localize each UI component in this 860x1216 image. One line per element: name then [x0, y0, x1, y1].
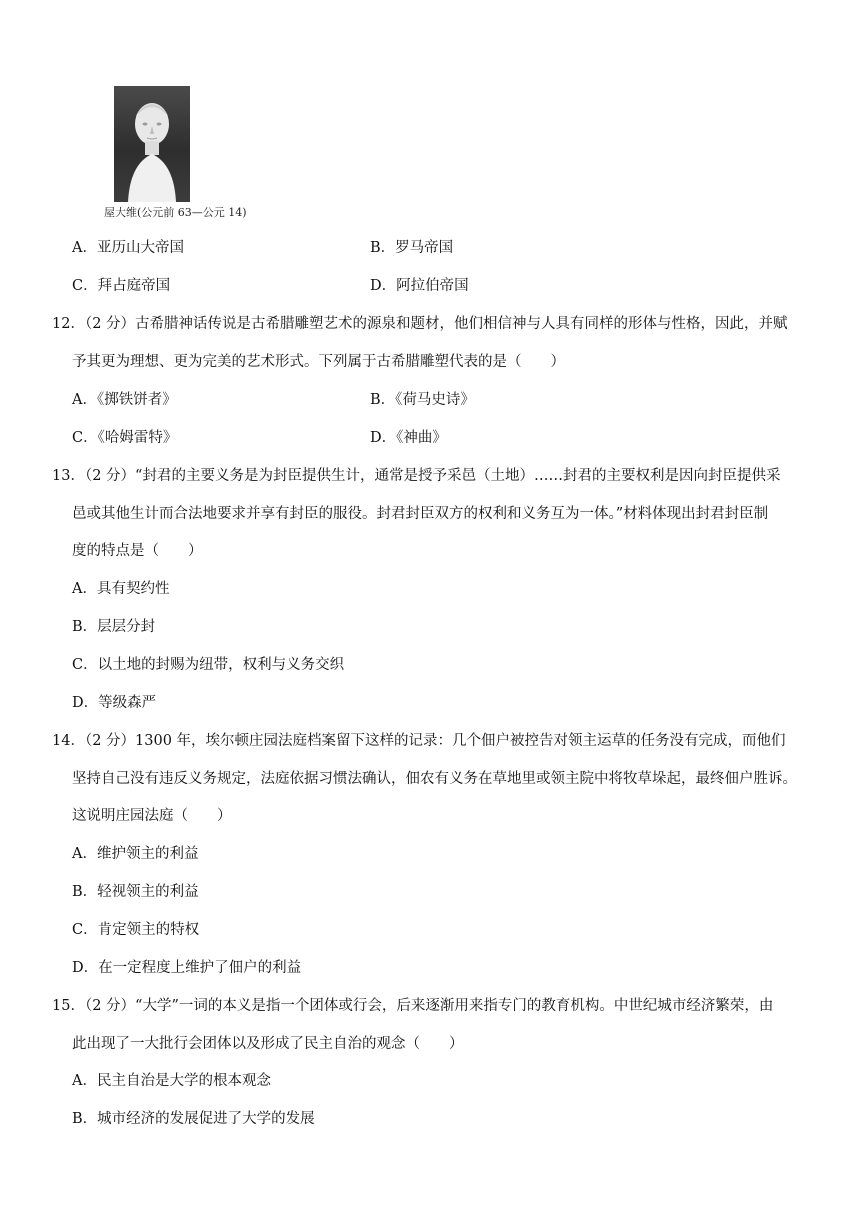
- q15-option-b: B．城市经济的发展促进了大学的发展: [72, 1111, 315, 1127]
- q15-stem-line2: 此出现了一大批行会团体以及形成了民主自治的观念（ ）: [72, 1036, 464, 1052]
- q14-stem-line3: 这说明庄园法庭（ ）: [72, 808, 232, 824]
- figure-caption: 屋大维(公元前 63—公元 14): [104, 206, 247, 219]
- q11-option-d: D．阿拉伯帝国: [370, 278, 469, 294]
- q14-stem-line1: 14．（2 分）1300 年，埃尔顿庄园法庭档案留下这样的记录：几个佃户被控告对领主运草的任务没有完成，而他们: [52, 733, 786, 749]
- q12-option-d: D．《神曲》: [370, 430, 447, 446]
- q11-option-b: B．罗马帝国: [370, 240, 454, 256]
- q13-option-d: D．等级森严: [72, 695, 157, 711]
- q15-stem-line1: 15．（2 分）“大学”一词的本义是指一个团体或行会，后来逐渐用来指专门的教育机构。中世纪城市经济繁荣，由: [52, 998, 774, 1014]
- octavian-bust-image: [114, 86, 190, 202]
- q12-stem-line1: 12．（2 分）古希腊神话传说是古希腊雕塑艺术的源泉和题材，他们相信神与人具有同样的形体与性格，因此，并赋: [52, 316, 788, 332]
- q13-option-a: A．具有契约性: [72, 581, 170, 597]
- q14-option-a: A．维护领主的利益: [72, 846, 199, 862]
- q13-stem-line3: 度的特点是（ ）: [72, 543, 203, 559]
- octavian-figure: [104, 86, 254, 220]
- q11-option-c: C．拜占庭帝国: [72, 278, 171, 294]
- q13-stem-line1: 13．（2 分）“封君的主要义务是为封臣提供生计，通常是授予采邑（土地）……封君的主要权利是因向封臣提供采: [52, 468, 781, 484]
- q15-option-a: A．民主自治是大学的根本观念: [72, 1073, 271, 1089]
- q14-option-c: C．肯定领主的特权: [72, 922, 200, 938]
- q12-option-a: A．《掷铁饼者》: [72, 392, 177, 408]
- q14-option-d: D．在一定程度上维护了佃户的利益: [72, 960, 302, 976]
- q14-stem-line2: 坚持自己没有违反义务规定，法庭依据习惯法确认，佃农有义务在草地里或领主院中将牧草垛起，最终佃户胜诉。: [72, 771, 797, 787]
- q14-option-b: B．轻视领主的利益: [72, 884, 199, 900]
- q11-option-a: A．亚历山大帝国: [72, 240, 184, 256]
- q13-option-c: C．以土地的封赐为纽带，权利与义务交织: [72, 657, 345, 673]
- q12-option-c: C．《哈姆雷特》: [72, 430, 178, 446]
- q12-stem-line2: 予其更为理想、更为完美的艺术形式。下列属于古希腊雕塑代表的是（ ）: [72, 354, 565, 370]
- q13-stem-line2: 邑或其他生计而合法地要求并享有封臣的服役。封君封臣双方的权利和义务互为一体。”材料体现出封君封臣制: [72, 506, 769, 522]
- q13-option-b: B．层层分封: [72, 619, 156, 635]
- q12-option-b: B．《荷马史诗》: [370, 392, 475, 408]
